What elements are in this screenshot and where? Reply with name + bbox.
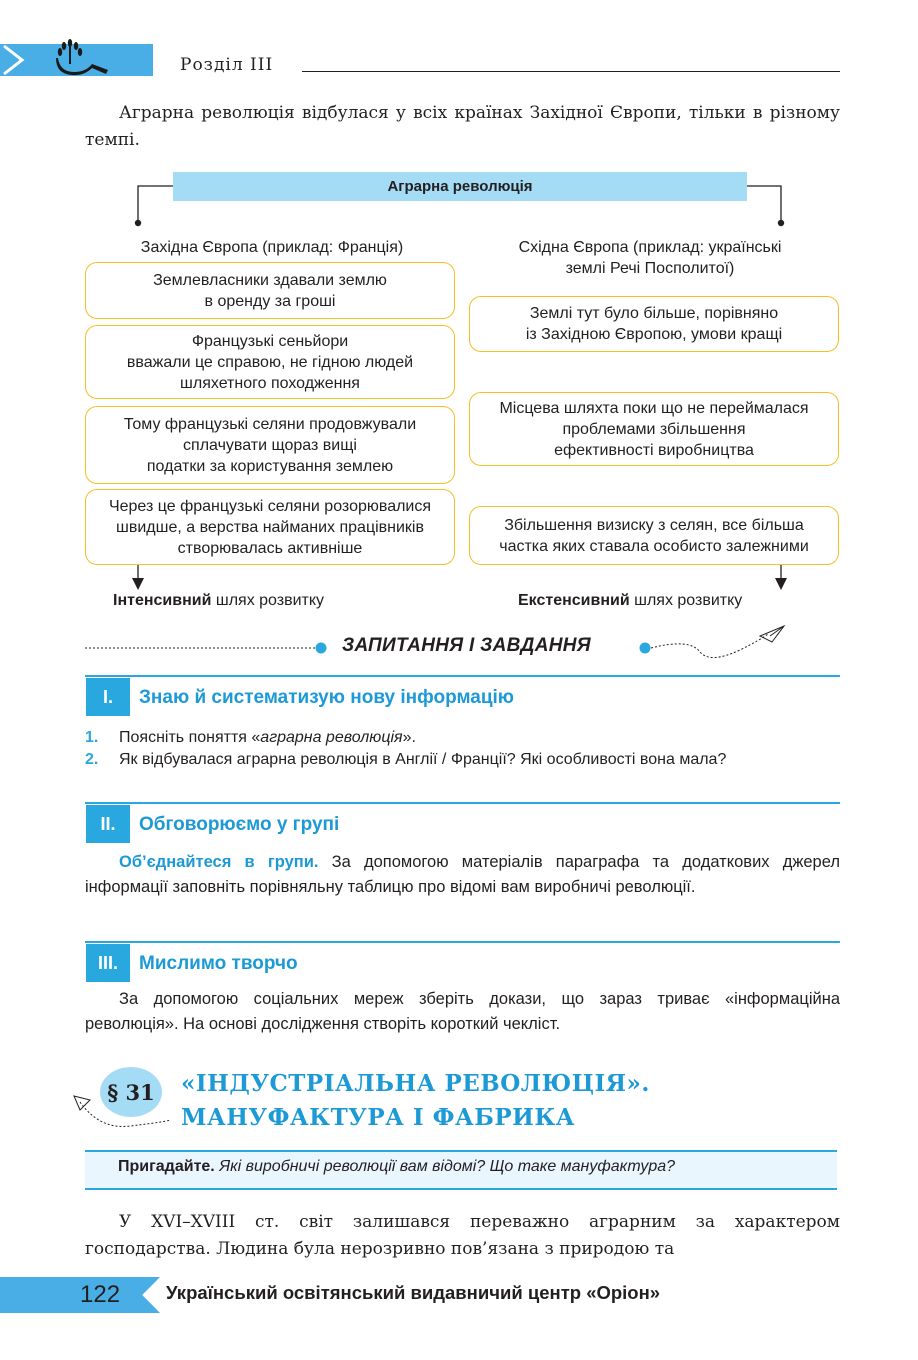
- section-1-rule: [85, 675, 840, 677]
- creative-task: За допомогою соціальних мереж зберіть докази, що зараз триває «інформаційна революція». На основі дослідження створіть короткий чекліст.: [85, 990, 840, 1033]
- east-box-3: Збільшення визиску з селян, все більша частка яких ставала особисто залежними: [469, 506, 839, 565]
- paragraph-body: У XVI–XVIII ст. світ залишався переважно аграрним за характером господарства. Людина була нерозривно пов’язана з природою та: [85, 1212, 840, 1259]
- west-box-1: Землевласники здавали землю в оренду за гроші: [85, 262, 455, 319]
- paper-plane-icon: [758, 622, 788, 644]
- extensive-path-label: Екстенсивний шлях розвитку: [518, 592, 743, 609]
- east-box-2: Місцева шляхта поки що не переймалася проблемами збільшення ефективності виробництва: [469, 392, 839, 466]
- west-box-3: Тому французькі селяни продовжували сплачувати щораз вищі податки за користування землею: [85, 406, 455, 484]
- question-1: 1. Поясніть поняття «аграрна революція».: [85, 729, 416, 746]
- section-1-badge: I.: [86, 678, 130, 716]
- questions-title: ЗАПИТАННЯ І ЗАВДАННЯ: [342, 635, 591, 656]
- section-3-rule: [85, 941, 840, 943]
- group-task: Об’єднайтеся в групи. За допомогою матеріалів параграфа та додаткових джерел інформації заповніть порівняльну таблицю про відомі вам виробничі революції.: [85, 853, 840, 896]
- intensive-path-label: Інтенсивний шлях розвитку: [113, 592, 325, 609]
- section-3-badge: III.: [86, 944, 130, 982]
- east-box-1: Землі тут було більше, порівняно із Західною Європою, умови кращі: [469, 296, 839, 352]
- page-number: 122: [80, 1281, 121, 1308]
- paragraph-title-line-1: «ІНДУСТРІАЛЬНА РЕВОЛЮЦІЯ».: [181, 1070, 650, 1097]
- recall-text: Пригадайте. Які виробничі революції вам відомі? Що таке мануфактура?: [118, 1158, 676, 1175]
- question-2: 2. Як відбувалася аграрна революція в Англії / Франції? Які особливості вона мала?: [85, 751, 727, 768]
- west-box-4: Через це французькі селяни розорювалися швидше, а верства найманих працівників створювалась активніше: [85, 489, 455, 565]
- section-label: Розділ III: [180, 55, 274, 75]
- section-1-title: Знаю й систематизую нову інформацію: [139, 687, 515, 708]
- west-europe-heading: Західна Європа (приклад: Франція): [140, 239, 404, 256]
- intro-paragraph: Аграрна революція відбулася у всіх країнах Західної Європи, тільки в різному темпі.: [85, 103, 840, 150]
- section-3-title: Мислимо творчо: [139, 953, 298, 974]
- paragraph-number-badge: § 31: [100, 1067, 162, 1117]
- paragraph-title-line-2: МАНУФАКТУРА І ФАБРИКА: [181, 1104, 576, 1131]
- diagram-title: Аграрна революція: [173, 172, 747, 201]
- section-2-rule: [85, 802, 840, 804]
- east-europe-heading: Східна Європа (приклад: українські землі Речі Посполитої): [518, 239, 782, 277]
- chevron-left-icon: [130, 1277, 160, 1313]
- publisher-name: Український освітянський видавничий центр «Оріон»: [166, 1282, 661, 1303]
- section-2-badge: II.: [86, 805, 130, 843]
- west-box-2: Французькі сеньйори вважали це справою, не гідною людей шляхетного походження: [85, 325, 455, 399]
- section-2-title: Обговорюємо у групі: [139, 814, 340, 835]
